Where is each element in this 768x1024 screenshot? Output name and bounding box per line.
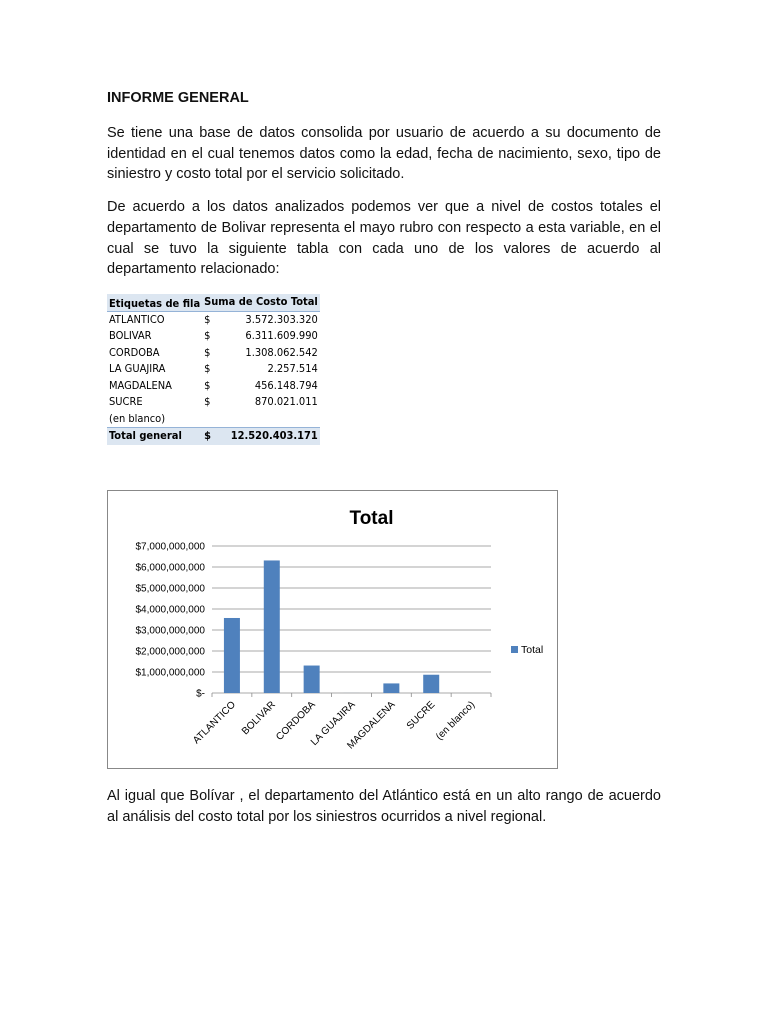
- document-title: INFORME GENERAL: [107, 90, 249, 106]
- y-tick-label: $7,000,000,000: [135, 541, 205, 553]
- total-currency: $: [202, 428, 219, 445]
- y-tick-label: $1,000,000,000: [135, 667, 205, 679]
- legend-label: Total: [521, 644, 544, 656]
- table-row: [107, 394, 320, 411]
- conclusion-block: [107, 786, 661, 839]
- table-row: [107, 411, 320, 428]
- row-label: (en blanco): [109, 411, 166, 425]
- row-currency: $: [204, 378, 211, 392]
- pivot-table: [107, 294, 320, 445]
- row-value: 870.021.011: [254, 395, 318, 408]
- row-label: LA GUAJIRA: [109, 362, 166, 375]
- bar: [224, 618, 240, 693]
- bar: [423, 675, 439, 693]
- row-currency: $: [204, 329, 211, 342]
- bar: [304, 666, 320, 693]
- row-currency: $: [204, 312, 211, 326]
- pivot-header-label: Etiquetas de fila: [107, 294, 202, 311]
- analysis-paragraph: De acuerdo a los datos analizados podemos ver que a nivel de costos totales el departamento de Bolivar representa el mayo rubro con respecto a esta variable, en el cual se tuvo la siguiente tabla con cada uno de los valores de acuerdo al departamento relacionado:: [107, 199, 661, 278]
- table-row: [107, 345, 320, 362]
- row-value: 456.148.794: [254, 378, 318, 392]
- row-value: [220, 411, 320, 428]
- chart-title: Total: [349, 508, 394, 529]
- table-row: [107, 361, 320, 378]
- row-value: 3.572.303.320: [245, 312, 318, 326]
- x-tick-label: MAGDALENA: [345, 699, 398, 752]
- y-tick-label: $4,000,000,000: [135, 604, 205, 616]
- row-currency: $: [204, 345, 211, 359]
- row-label: CORDOBA: [109, 345, 160, 359]
- x-tick-label: (en blanco): [434, 699, 478, 743]
- row-currency: [202, 411, 219, 428]
- bar: [264, 560, 280, 693]
- y-tick-label: $3,000,000,000: [135, 625, 205, 637]
- x-tick-label: CORDOBA: [274, 699, 318, 743]
- table-row: [107, 378, 320, 395]
- x-tick-label: ATLANTICO: [191, 699, 239, 747]
- y-tick-label: $5,000,000,000: [135, 583, 205, 595]
- bar-chart: [107, 490, 558, 769]
- row-label: BOLIVAR: [109, 329, 152, 342]
- table-row: [107, 328, 320, 345]
- chart-svg: [108, 491, 559, 770]
- y-tick-label: $6,000,000,000: [135, 562, 205, 574]
- row-value: 1.308.062.542: [245, 345, 318, 359]
- row-label: MAGDALENA: [109, 378, 172, 392]
- row-value: 6.311.609.990: [245, 329, 318, 342]
- pivot-total-row: [107, 428, 320, 445]
- bar: [383, 683, 399, 693]
- table-row: [107, 311, 320, 328]
- x-tick-label: BOLIVAR: [239, 699, 278, 738]
- total-label: Total general: [107, 428, 202, 445]
- pivot-header-row: [107, 294, 320, 311]
- conclusion-paragraph: Al igual que Bolívar , el departamento del Atlántico está en un alto rango de acuerdo al análisis del costo total por los siniestros ocurridos a nivel regional.: [107, 788, 661, 825]
- intro-paragraph: Se tiene una base de datos consolida por usuario de acuerdo a su documento de identidad en el cual tenemos datos como la edad, fecha de nacimiento, sexo, tipo de siniestro y costo total por el servicio solicitado.: [107, 125, 661, 183]
- row-label: SUCRE: [109, 395, 143, 408]
- y-tick-label: $2,000,000,000: [135, 646, 205, 658]
- y-tick-label: $-: [196, 688, 205, 700]
- pivot-header-value: Suma de Costo Total: [202, 294, 320, 311]
- row-value: 2.257.514: [267, 362, 318, 375]
- row-currency: $: [204, 362, 211, 375]
- x-tick-label: SUCRE: [404, 699, 438, 732]
- row-currency: $: [204, 395, 211, 408]
- row-label: ATLANTICO: [109, 312, 165, 326]
- x-tick-label: LA GUAJIRA: [308, 699, 358, 749]
- legend-swatch: [511, 646, 518, 653]
- document-body: [107, 90, 661, 292]
- total-value: 12.520.403.171: [220, 428, 320, 445]
